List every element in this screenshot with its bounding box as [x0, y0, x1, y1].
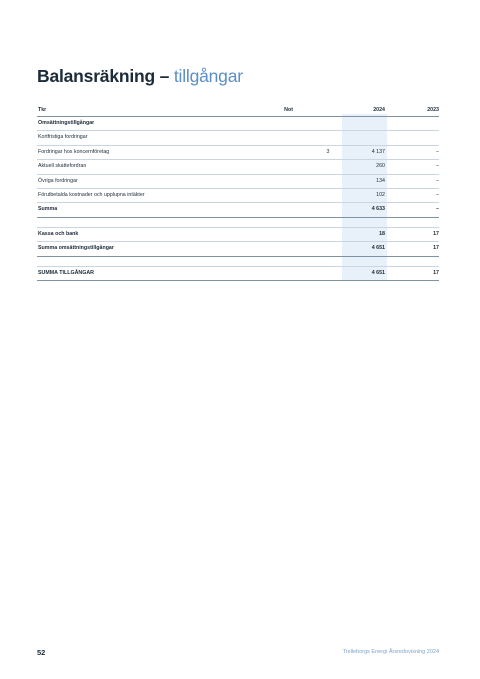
header-2023: 2023: [427, 107, 439, 113]
row-value-2023: –: [436, 163, 439, 170]
page-title-accent: tillgångar: [173, 66, 243, 86]
table-spacer-row: [37, 257, 439, 267]
table-row: [37, 117, 439, 131]
header-tkr: Tkr: [38, 107, 47, 113]
table-row: [37, 146, 439, 160]
row-value-2023: 17: [433, 269, 439, 276]
row-note: 3: [326, 148, 330, 155]
header-2024: 2024: [373, 107, 385, 113]
row-value-2023: 17: [433, 230, 439, 237]
table-row: [37, 228, 439, 242]
document-title: Trelleborgs Energi Årsredovisning 2024: [342, 649, 439, 655]
row-value-2024: 18: [379, 230, 385, 237]
row-label: Övriga fordringar: [38, 177, 78, 184]
row-label: Kassa och bank: [38, 230, 79, 237]
row-value-2023: –: [436, 148, 439, 155]
table-spacer-row: [37, 218, 439, 228]
row-value-2024: 4 651: [371, 269, 385, 276]
row-value-2024: 4 137: [371, 148, 385, 155]
row-value-2024: 260: [376, 163, 385, 170]
page-title: [37, 66, 243, 87]
table-row: [37, 267, 439, 281]
row-label: Kortfristiga fordringar: [38, 134, 88, 141]
table-row: [37, 131, 439, 145]
row-label: Omsättningstillgångar: [38, 120, 95, 126]
table-row: [37, 242, 439, 256]
table-body: [37, 117, 439, 281]
balance-sheet-table: [37, 104, 439, 281]
row-label: Summa omsättningstillgångar: [38, 245, 114, 252]
row-label: Summa: [38, 206, 58, 213]
row-value-2023: –: [436, 177, 439, 184]
table-row: [37, 203, 439, 217]
row-value-2024: 4 651: [371, 245, 385, 252]
row-value-2023: –: [436, 206, 439, 213]
row-value-2024: 134: [376, 177, 385, 184]
row-value-2023: 17: [433, 245, 439, 252]
row-label: SUMMA TILLGÅNGAR: [38, 269, 95, 276]
row-label: Aktuell skattefordran: [38, 163, 87, 170]
page-title-main: Balansräkning –: [37, 66, 174, 86]
row-label: Förutbetalda kostnader och upplupna intäkter: [38, 191, 145, 198]
table-row: [37, 189, 439, 203]
page-number: 52: [37, 648, 46, 657]
header-not: Not: [284, 107, 293, 113]
row-value-2024: 102: [376, 191, 385, 198]
row-value-2023: –: [436, 191, 439, 198]
table-header-row: [37, 104, 439, 117]
table-row: [37, 175, 439, 189]
row-label: Fordringar hos koncernföretag: [38, 148, 110, 155]
table-row: [37, 160, 439, 174]
row-value-2024: 4 633: [371, 206, 385, 213]
